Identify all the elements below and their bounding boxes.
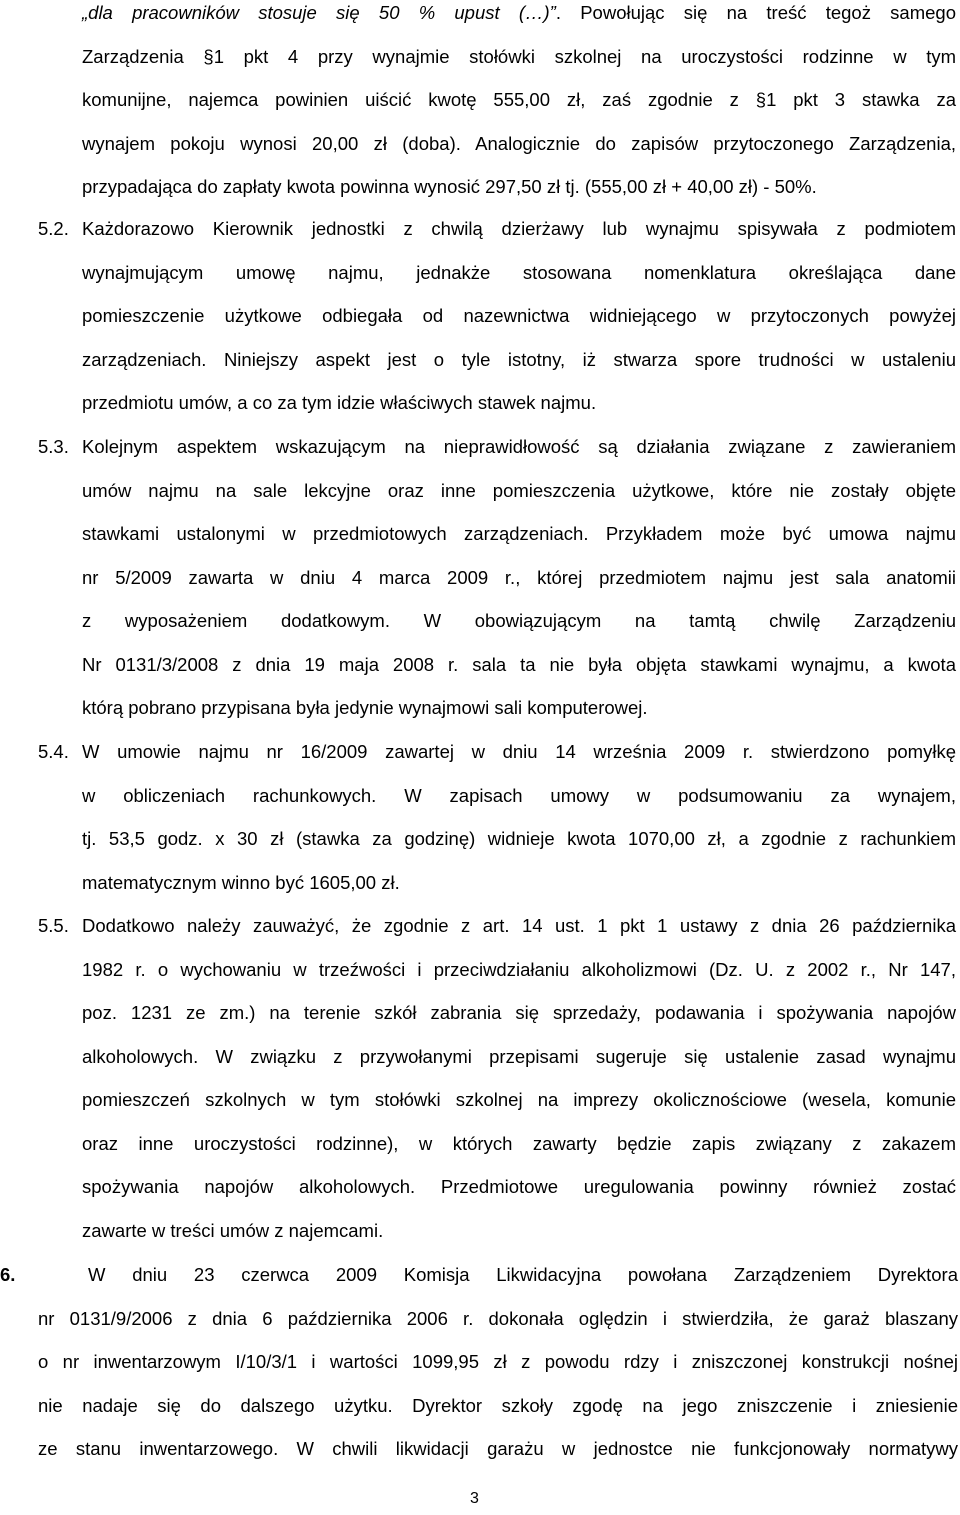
section-line: W dniu 23 czerwca 2009 Komisja Likwidacyjna powołana Zarządzeniem Dyrektora	[88, 1264, 958, 1285]
item-line: z wyposażeniem dodatkowym. W obowiązującym na tamtą chwilę Zarządzeniu	[82, 610, 956, 631]
item-line: pomieszczenie użytkowe odbiegała od nazewnictwa widniejącego w przytoczonych powyżej	[82, 305, 956, 326]
item-line: spożywania napojów alkoholowych. Przedmiotowe uregulowania powinny również zostać	[82, 1176, 956, 1197]
section-line: nie nadaje się do dalszego użytku. Dyrektor szkoły zgodę na jego zniszczenie i zniesienie	[38, 1394, 958, 1416]
intro-line: komunijne, najemca powinien uiścić kwotę 555,00 zł, zaś zgodnie z §1 pkt 3 stawka za	[82, 89, 956, 110]
section-line: nr 0131/9/2006 z dnia 6 października 2006 r. dokonała oględzin i stwierdziła, że garaż blaszany	[38, 1307, 958, 1329]
intro-line: przypadająca do zapłaty kwota powinna wynosić 297,50 zł tj. (555,00 zł + 40,00 zł) - 50%.	[82, 176, 817, 197]
item-line: wynajmującym umowę najmu, jednakże stosowana nomenklatura określająca dane	[82, 261, 956, 283]
item-line: Kolejnym aspektem wskazującym na nieprawidłowość są działania związane z zawieraniem	[82, 436, 956, 457]
item-line: poz. 1231 ze zm.) na terenie szkół zabrania się sprzedaży, podawania i spożywania napojów	[82, 1002, 956, 1023]
item-line: tj. 53,5 godz. x 30 zł (stawka za godzinę) widnieje kwota 1070,00 zł, a zgodnie z rachunkiem	[82, 828, 956, 849]
item-line: Dodatkowo należy zauważyć, że zgodnie z art. 14 ust. 1 pkt 1 ustawy z dnia 26 października	[82, 915, 956, 936]
item-line: pomieszczeń szkolnych w tym stołówki szkolnej na imprezy okolicznościowe (wesela, komunie	[82, 1089, 956, 1110]
item-line: nr 5/2009 zawarta w dniu 4 marca 2009 r., której przedmiotem najmu jest sala anatomii	[82, 566, 956, 588]
item-line: przedmiotu umów, a co za tym idzie właściwych stawek najmu.	[82, 392, 597, 413]
intro-line: „dla pracowników stosuje się 50 % upust (…)”. Powołując się na treść tegoż samego	[82, 2, 956, 23]
item-number: 5.3.	[38, 436, 69, 457]
item-line: Każdorazowo Kierownik jednostki z chwilą dzierżawy lub wynajmu spisywała z podmiotem	[82, 218, 956, 239]
item-body	[82, 425, 956, 730]
item-line: alkoholowych. W związku z przywołanymi przepisami sugeruje się ustalenie zasad wynajmu	[82, 1045, 956, 1067]
section-line: ze stanu inwentarzowego. W chwili likwidacji garażu w jednostce nie funkcjonowały normatywy	[38, 1438, 958, 1459]
item-line: którą pobrano przypisana była jedynie wynajmowi sali komputerowej.	[82, 697, 648, 718]
intro-line: Zarządzenia §1 pkt 4 przy wynajmie stołówki szkolnej na uroczystości rodzinne w tym	[82, 45, 956, 67]
item-line: oraz inne uroczystości rodzinne), w których zawarty będzie zapis związany z zakazem	[82, 1132, 956, 1154]
item-number: 5.2.	[38, 218, 69, 239]
item-line: stawkami ustalonymi w przedmiotowych zarządzeniach. Przykładem może być umowa najmu	[82, 523, 956, 544]
item-number: 5.5.	[38, 915, 69, 936]
item-line: zawarte w treści umów z najemcami.	[82, 1219, 384, 1241]
item-line: umów najmu na sale lekcyjne oraz inne pomieszczenia użytkowe, które nie zostały objęte	[82, 479, 956, 501]
intro-paragraph	[82, 0, 956, 209]
item-line: w obliczeniach rachunkowych. W zapisach umowy w podsumowaniu za wynajem,	[82, 784, 956, 806]
item-body	[82, 730, 956, 904]
section-line: o nr inwentarzowym I/10/3/1 i wartości 1099,95 zł z powodu rdzy i zniszczonej konstrukcji nośnej	[38, 1351, 958, 1372]
item-line: 1982 r. o wychowaniu w trzeźwości i przeciwdziałaniu alkoholizmowi (Dz. U. z 2002 r., Nr 147,	[82, 958, 956, 980]
item-line: Nr 0131/3/2008 z dnia 19 maja 2008 r. sala ta nie była objęta stawkami wynajmu, a kwota	[82, 653, 956, 675]
item-body	[82, 904, 956, 1252]
section-body	[38, 1253, 958, 1471]
intro-line: wynajem pokoju wynosi 20,00 zł (doba). Analogicznie do zapisów przytoczonego Zarządzenia,	[82, 132, 956, 154]
section-number: 6.	[0, 1264, 16, 1285]
item-number: 5.4.	[38, 741, 69, 762]
item-line: matematycznym winno być 1605,00 zł.	[82, 871, 400, 893]
item-body	[82, 207, 956, 425]
item-line: W umowie najmu nr 16/2009 zawartej w dniu 14 września 2009 r. stwierdzono pomyłkę	[82, 741, 956, 762]
item-line: zarządzeniach. Niniejszy aspekt jest o tyle istotny, iż stwarza spore trudności w ustaleniu	[82, 348, 956, 370]
page-number: 3	[470, 1490, 479, 1507]
